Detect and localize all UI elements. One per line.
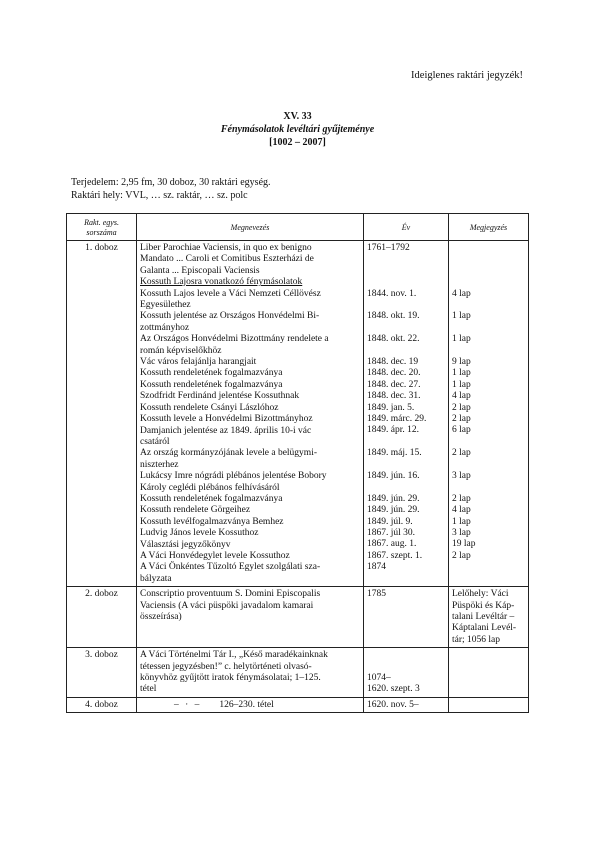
spacer (452, 574, 525, 585)
item-description-line: Kossuth levélfogalmazványa Bemhez (140, 516, 284, 527)
item-date: 1761–1792 (367, 243, 410, 253)
remark-cell (449, 587, 529, 648)
item-description-line: csatáról (140, 436, 170, 447)
item-date (367, 662, 445, 673)
column-header-name: Megnevezés (137, 214, 364, 241)
spacer (367, 482, 445, 493)
spacer (452, 323, 525, 334)
table-row (67, 648, 529, 698)
spacer (452, 266, 525, 277)
item-remark: 3 lap (452, 528, 471, 538)
fonds-years: [1002 – 2007] (269, 137, 326, 148)
item-remark: 2 lap (452, 402, 471, 413)
item-remark: 4 lap (452, 505, 471, 516)
item-description-line: Károly ceglédi plébános felhívásáról (140, 482, 280, 493)
item-remark: 1 lap (452, 368, 471, 379)
item-description-line (140, 700, 360, 711)
spacer (367, 346, 445, 357)
item-description-line: Kossuth levele a Honvédelmi Bizottmányhoz (140, 414, 313, 425)
item-description-line: bályzata (140, 573, 172, 584)
item-description-line: Kossuth Lajos levele a Váci Nemzeti Céllövész (140, 288, 321, 299)
item-remark: 2 lap (452, 493, 471, 504)
location-line: Raktári hely: VVL, … sz. raktár, … sz. polc (71, 190, 248, 201)
spacer (452, 437, 525, 448)
item-remark: 2 lap (452, 413, 471, 424)
item-remark (452, 700, 525, 711)
item-date: 1848. dec. 27. (367, 379, 421, 390)
box-number: 3. doboz (67, 648, 137, 698)
item-date: 1785 (367, 589, 386, 600)
item-description-line: román képviselőkhöz (140, 345, 222, 356)
item-remark: 4 lap (452, 288, 471, 299)
item-date: 1849. júl. 9. (367, 516, 413, 527)
item-date: 1848. dec. 20. (367, 368, 421, 379)
column-header-year: Év (364, 214, 449, 241)
item-description-line: Vaciensis (A váci püspöki javadalom kamarai (140, 600, 314, 611)
box-number: 4. doboz (67, 697, 137, 712)
remark-cell (449, 241, 529, 587)
item-remark (452, 277, 525, 288)
item-date: 1849. márc. 29. (367, 414, 427, 424)
item-description-line: A Váci Történelmi Tár I., „Késő maradékainknak (140, 650, 328, 661)
item-description-line: Mandato ... Caroli et Comitibus Eszterházi de (140, 254, 314, 265)
item-description-line: Kossuth jelentése az Országos Honvédelmi Bi- (140, 311, 320, 322)
item-description-line: zottmányhoz (140, 322, 190, 333)
spacer (367, 612, 445, 623)
remark-cell (449, 648, 529, 698)
item-date: 1849. jan. 5. (367, 402, 415, 413)
spacer (452, 684, 525, 695)
fonds-heading (0, 110, 595, 149)
item-date: 1849. máj. 15. (367, 448, 422, 459)
item-remark: 1 lap (452, 311, 471, 322)
item-date: 1074– (367, 673, 391, 683)
fonds-title: Fénymásolatok levéltári gyűjteménye (220, 124, 375, 135)
box-number: 1. doboz (67, 241, 137, 587)
item-description-line: Választási jegyzőkönyv (140, 539, 231, 550)
fonds-code: XV. 33 (283, 111, 312, 122)
item-remark (452, 650, 525, 661)
item-remark: 1 lap (452, 516, 471, 527)
item-remark (452, 562, 525, 573)
spacer (367, 266, 445, 277)
year-cell (364, 697, 449, 712)
description-cell (137, 648, 364, 698)
year-cell (364, 648, 449, 698)
spacer (452, 482, 525, 493)
item-date: 1849. jún. 29. (367, 493, 420, 504)
table-row (67, 697, 529, 712)
table-row (67, 587, 529, 648)
item-description-line: tétel (140, 684, 157, 695)
item-description-line: A Váci Önkéntes Tűzoltó Egylet szolgálati sza- (140, 562, 321, 573)
item-remark: Lelőhely: Váci (452, 589, 509, 600)
item-description-line: Vác város felajánlja harangjait (140, 357, 257, 368)
item-description-line: Ludvig János levele Kossuthoz (140, 528, 259, 539)
item-remark: 2 lap (452, 550, 471, 561)
item-date: 1620. szept. 3 (367, 684, 420, 695)
spacer (452, 673, 525, 684)
item-remark: tár; 1056 lap (452, 634, 501, 645)
year-cell (364, 587, 449, 648)
year-cell (364, 241, 449, 587)
spacer (367, 437, 445, 448)
item-date: 1867. aug. 1. (367, 539, 417, 550)
inventory-table-body (67, 241, 529, 713)
item-date (367, 650, 445, 661)
spacer (367, 300, 445, 311)
description-cell (137, 241, 364, 587)
item-remark: 1 lap (452, 379, 471, 390)
table-row (67, 241, 529, 587)
inventory-table (66, 213, 529, 713)
description-cell (137, 587, 364, 648)
extent-line: Terjedelem: 2,95 fm, 30 doboz, 30 raktári egység. (71, 177, 271, 188)
item-description-line: A Váci Honvédegylet levele Kossuthoz (140, 550, 290, 561)
spacer (452, 460, 525, 471)
item-description-line: Az Országos Honvédelmi Bizottmány rendelete a (140, 334, 329, 345)
item-date: 1849. jún. 29. (367, 505, 420, 516)
item-date (367, 277, 445, 288)
item-date: 1848. dec. 31. (367, 391, 421, 402)
item-remark: 2 lap (452, 448, 471, 459)
description-cell (137, 697, 364, 712)
spacer (452, 300, 525, 311)
item-description-line: Damjanich jelentése az 1849. április 10-i vác (140, 425, 312, 436)
item-remark: 6 lap (452, 425, 471, 436)
item-date: 1620. nov. 5– (367, 699, 419, 710)
item-remark: Káptalani Levél- (452, 623, 517, 634)
fonds-metadata (71, 176, 271, 202)
spacer (367, 254, 445, 265)
item-description-line: könyvhöz gyűjtött iratok fénymásolatai; 1–125. (140, 673, 321, 684)
item-description-line: Szodfridt Ferdinánd jelentése Kossuthnak (140, 391, 300, 402)
item-description-line: Kossuth rendelete Csányi Lászlóhoz (140, 402, 279, 413)
temporary-inventory-note: Ideiglenes raktári jegyzék! (411, 70, 523, 81)
table-header-row (67, 214, 529, 241)
item-date: 1874 (367, 562, 386, 573)
item-remark (452, 243, 525, 254)
spacer (452, 254, 525, 265)
item-remark: 4 lap (452, 391, 471, 402)
item-description-line: Egyesülethez (140, 300, 191, 311)
box-number: 2. doboz (67, 587, 137, 648)
spacer (367, 460, 445, 471)
item-date: 1867. szept. 1. (367, 550, 423, 561)
item-description-line: Kossuth rendelete Görgeihez (140, 505, 251, 516)
item-description-line: Lukácsy Imre nógrádi plébános jelentése Bobory (140, 471, 327, 482)
item-remark: 1 lap (452, 334, 471, 345)
item-date: 1849. ápr. 12. (367, 425, 419, 436)
item-date: 1867. júl 30. (367, 528, 416, 539)
item-description-line: niszterhez (140, 459, 179, 470)
ditto-mark: – · – (174, 699, 202, 710)
spacer (367, 601, 445, 612)
item-description-line: Kossuth rendeletének fogalmazványa (140, 493, 283, 504)
item-remark: talani Levéltár – (452, 612, 515, 622)
item-description-line: tétessen jegyzésben!” c. helytörténeti olvasó- (140, 661, 312, 672)
item-date: 1848. okt. 19. (367, 311, 420, 322)
column-header-remark: Megjegyzés (449, 214, 529, 241)
item-description-text: 126–230. tétel (219, 699, 274, 710)
item-date: 1848. dec. 19 (367, 356, 419, 367)
spacer (367, 323, 445, 334)
item-remark: 3 lap (452, 470, 471, 481)
item-remark: 19 lap (452, 539, 476, 550)
item-description-line: Kossuth rendeletének fogalmazványa (140, 379, 283, 390)
item-description-line: Galanta ... Episcopali Vaciensis (140, 265, 260, 276)
item-description-line: Conscriptio proventuum S. Domini Episcopalis (140, 589, 321, 600)
item-remark: Püspöki és Káp- (452, 600, 515, 611)
item-description-line: Kossuth rendeletének fogalmazványa (140, 368, 283, 379)
item-date: 1849. jún. 16. (367, 471, 420, 481)
item-description-line: Liber Parochiae Vaciensis, in quo ex benigno (140, 243, 312, 253)
remark-cell (449, 697, 529, 712)
spacer (367, 574, 445, 585)
item-date: 1848. okt. 22. (367, 334, 420, 345)
spacer (452, 346, 525, 357)
item-remark: 9 lap (452, 356, 471, 367)
item-description-line: összeírása) (140, 612, 182, 622)
item-date: 1844. nov. 1. (367, 288, 417, 299)
item-description-line: Az ország kormányzójának levele a belügymi- (140, 448, 317, 459)
item-description-line: Kossuth Lajosra vonatkozó fénymásolatok (140, 277, 303, 288)
column-header-unit: Rakt. egys. sorszáma (67, 214, 137, 241)
spacer (452, 662, 525, 673)
